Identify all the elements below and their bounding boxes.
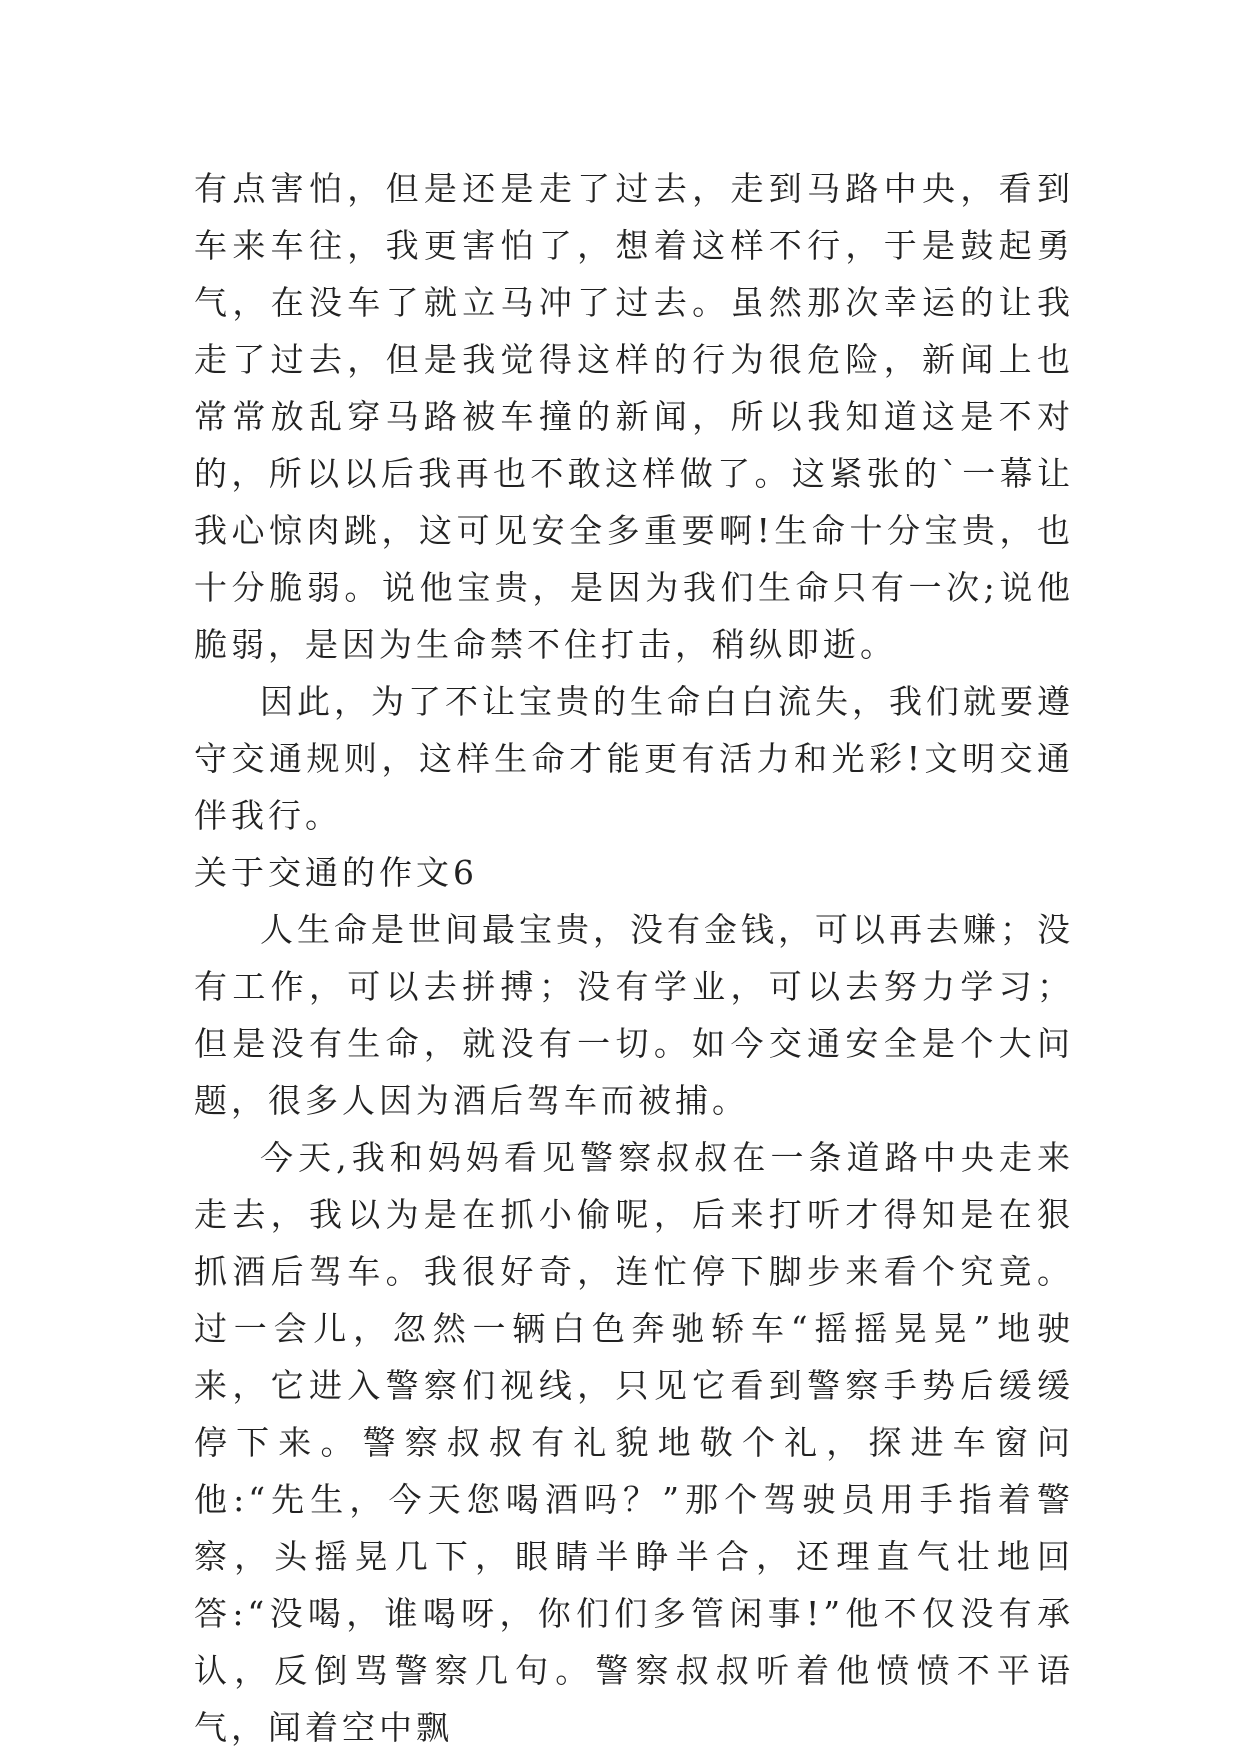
document-body [194, 160, 1074, 1756]
paragraph-story: 今天,我和妈妈看见警察叔叔在一条道路中央走来走去，我以为是在抓小偷呢，后来打听才得知是在狠抓酒后驾车。我很好奇，连忙停下脚步来看个究竟。过一会儿，忽然一辆白色奔驰轿车“摇摇晃晃”地驶来，它进入警察们视线，只见它看到警察手势后缓缓停下来。警察叔叔有礼貌地敬个礼，探进车窗问他:“先生，今天您喝酒吗？”那个驾驶员用手指着警察，头摇晃几下，眼睛半睁半合，还理直气壮地回答:“没喝，谁喝呀，你们们多管闲事!”他不仅没有承认，反倒骂警察几句。警察叔叔听着他愤愤不平语气，闻着空中飘 [194, 1138, 1074, 1747]
paragraph-conclusion: 因此，为了不让宝贵的生命白白流失，我们就要遵守交通规则，这样生命才能更有活力和光彩!文明交通伴我行。 [194, 682, 1074, 835]
paragraph-intro: 人生命是世间最宝贵，没有金钱，可以再去赚；没有工作，可以去拼搏；没有学业，可以去努力学习；但是没有生命，就没有一切。如今交通安全是个大问题，很多人因为酒后驾车而被捕。 [194, 910, 1074, 1120]
paragraph-continuation: 有点害怕，但是还是走了过去，走到马路中央，看到车来车往，我更害怕了，想着这样不行，于是鼓起勇气，在没车了就立马冲了过去。虽然那次幸运的让我走了过去，但是我觉得这样的行为很危险，新闻上也常常放乱穿马路被车撞的新闻，所以我知道这是不对的，所以以后我再也不敢这样做了。这紧张的`一幕让我心惊肉跳，这可见安全多重要啊!生命十分宝贵，也十分脆弱。说他宝贵，是因为我们生命只有一次;说他脆弱，是因为生命禁不住打击，稍纵即逝。 [194, 169, 1074, 664]
essay-heading: 关于交通的作文6 [194, 853, 478, 892]
